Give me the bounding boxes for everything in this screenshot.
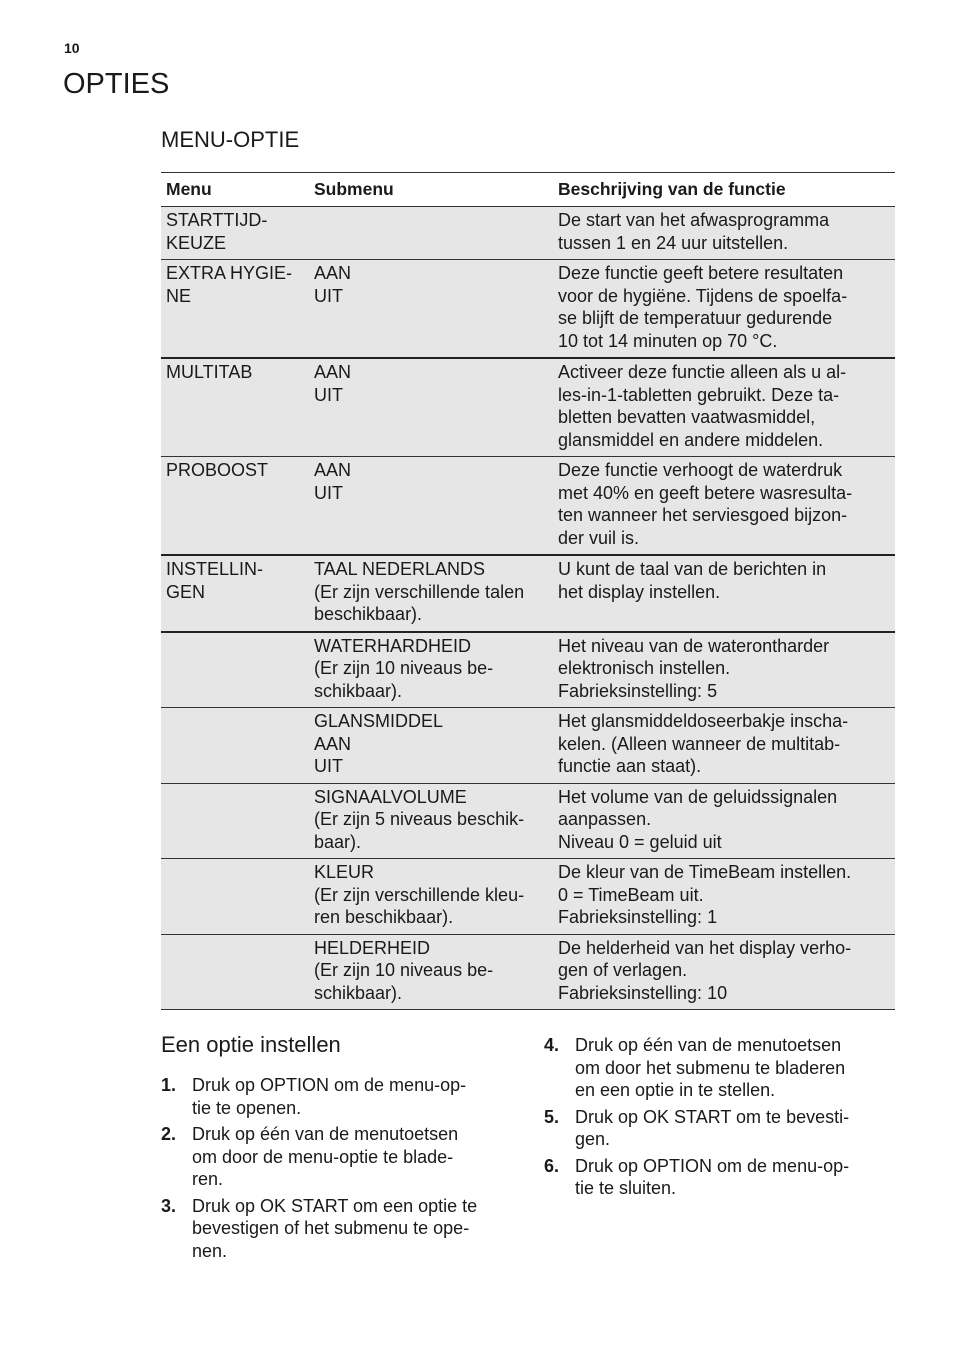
description-cell-line: functie aan staat). [558, 756, 702, 776]
menu-cell-line: GEN [166, 581, 206, 602]
description-cell [553, 859, 895, 935]
description-cell-line: 10 tot 14 minuten op 70 °C. [558, 330, 778, 351]
table-row [161, 708, 895, 784]
submenu-cell-line: KLEUR [314, 862, 375, 882]
step-text-line: Druk op OPTION om de menu-op- [575, 1155, 850, 1176]
submenu-cell-line: UIT [314, 756, 343, 776]
page-number: 10 [64, 40, 80, 56]
step-number: 3. [161, 1195, 177, 1216]
description-cell-line: les-in-1-tabletten gebruikt. Deze ta- [558, 384, 840, 405]
step-item [161, 1074, 521, 1119]
description-cell-line: Fabrieksinstelling: 1 [558, 907, 718, 927]
submenu-cell-line: (Er zijn 5 niveaus beschik- [314, 809, 525, 829]
menu-cell [161, 859, 309, 935]
table-row [161, 783, 895, 859]
description-cell-line: se blijft de temperatuur gedurende [558, 308, 833, 328]
submenu-cell [309, 555, 553, 632]
steps-list-left [161, 1074, 521, 1266]
page-title: OPTIES [63, 68, 170, 100]
submenu-cell-line: GLANSMIDDEL [314, 711, 444, 731]
submenu-cell [309, 783, 553, 859]
table-row [161, 555, 895, 632]
menu-cell [161, 358, 309, 457]
description-cell-line: Deze functie verhoogt de waterdruk [558, 460, 843, 480]
menu-cell-line: INSTELLIN- [166, 559, 264, 579]
description-cell-line: Deze functie geeft betere resultaten [558, 263, 844, 283]
description-cell-line: Niveau 0 = geluid uit [558, 831, 722, 852]
menu-cell [161, 555, 309, 632]
step-item [544, 1034, 904, 1102]
description-cell-line: U kunt de taal van de berichten in [558, 559, 827, 579]
step-number: 1. [161, 1075, 177, 1095]
step-number: 2. [161, 1124, 177, 1144]
submenu-cell-line: AAN [314, 362, 352, 382]
instructions-heading: Een optie instellen [161, 1032, 341, 1057]
description-cell [553, 207, 895, 260]
menu-cell [161, 934, 309, 1010]
submenu-cell-line: ren beschikbaar). [314, 907, 454, 927]
submenu-cell-line: UIT [314, 482, 343, 503]
description-cell-line: gen of verlagen. [558, 960, 688, 980]
submenu-cell-line: schikbaar). [314, 982, 403, 1003]
step-item [544, 1106, 904, 1151]
submenu-cell-line: UIT [314, 384, 343, 405]
step-number: 5. [544, 1106, 560, 1127]
description-cell-line: 0 = TimeBeam uit. [558, 884, 704, 905]
column-header-menu: Menu [161, 173, 309, 207]
submenu-cell [309, 632, 553, 708]
steps-list-right [544, 1034, 904, 1204]
step-text-line: om door het submenu te bladeren [575, 1057, 846, 1078]
description-cell-line: aanpassen. [558, 809, 652, 829]
menu-cell [161, 457, 309, 556]
section-title: MENU-OPTIE [161, 127, 300, 152]
table-row [161, 859, 895, 935]
description-cell-line: glansmiddel en andere middelen. [558, 429, 824, 450]
table-row [161, 260, 895, 359]
submenu-cell-line: beschikbaar). [314, 604, 423, 624]
menu-cell-line: NE [166, 285, 192, 306]
submenu-cell-line: baar). [314, 831, 362, 852]
description-cell [553, 358, 895, 457]
table-row [161, 632, 895, 708]
description-cell-line: De helderheid van het display verho- [558, 937, 852, 958]
step-number: 6. [544, 1155, 560, 1176]
menu-options-table [161, 172, 895, 1010]
step-text-line: tie te openen. [192, 1097, 302, 1118]
step-text-line: tie te sluiten. [575, 1178, 677, 1198]
description-cell [553, 783, 895, 859]
menu-cell [161, 783, 309, 859]
submenu-cell-line: (Er zijn 10 niveaus be- [314, 960, 494, 980]
step-text-line: Druk op OK START om een optie te [192, 1195, 478, 1216]
description-cell-line: De kleur van de TimeBeam instellen. [558, 862, 852, 882]
submenu-cell-line: HELDERHEID [314, 937, 431, 958]
table-row [161, 934, 895, 1010]
step-text-line: bevestigen of het submenu te ope- [192, 1218, 470, 1238]
description-cell [553, 457, 895, 556]
menu-cell-line: MULTITAB [166, 362, 253, 382]
menu-cell [161, 708, 309, 784]
description-cell-line: tussen 1 en 24 uur uitstellen. [558, 232, 789, 253]
description-cell-line: elektronisch instellen. [558, 658, 731, 678]
step-item [544, 1155, 904, 1200]
submenu-cell-line: schikbaar). [314, 680, 403, 701]
submenu-cell-line: TAAL NEDERLANDS [314, 559, 486, 579]
submenu-cell [309, 708, 553, 784]
description-cell-line: bletten bevatten vaatwasmiddel, [558, 407, 816, 427]
menu-cell-line: KEUZE [166, 232, 227, 253]
table-row [161, 457, 895, 556]
menu-cell [161, 260, 309, 359]
menu-cell [161, 632, 309, 708]
submenu-cell [309, 934, 553, 1010]
step-number: 4. [544, 1035, 560, 1055]
submenu-cell-line: SIGNAALVOLUME [314, 786, 467, 807]
submenu-cell-line: UIT [314, 285, 343, 306]
step-item [161, 1195, 521, 1263]
description-cell-line: Fabrieksinstelling: 5 [558, 680, 718, 701]
table-row [161, 207, 895, 260]
submenu-cell [309, 260, 553, 359]
step-text-line: Druk op één van de menutoetsen [192, 1124, 459, 1144]
column-header-submenu: Submenu [309, 173, 553, 207]
submenu-cell-line: (Er zijn verschillende talen [314, 581, 525, 602]
step-item [161, 1123, 521, 1191]
description-cell-line: der vuil is. [558, 527, 640, 548]
description-cell-line: kelen. (Alleen wanneer de multitab- [558, 733, 841, 754]
description-cell [553, 934, 895, 1010]
step-text-line: nen. [192, 1240, 228, 1261]
description-cell-line: Het volume van de geluidssignalen [558, 786, 838, 807]
step-text-line: Druk op OK START om te bevesti- [575, 1106, 850, 1127]
table-header-row [161, 173, 895, 207]
submenu-cell-line: (Er zijn 10 niveaus be- [314, 658, 494, 678]
description-cell-line: ten wanneer het serviesgoed bijzon- [558, 505, 848, 525]
description-cell-line: De start van het afwasprogramma [558, 210, 830, 230]
submenu-cell [309, 207, 553, 260]
menu-cell-line: STARTTIJD- [166, 210, 268, 230]
description-cell [553, 708, 895, 784]
submenu-cell [309, 358, 553, 457]
step-text-line: om door de menu-optie te blade- [192, 1146, 454, 1167]
description-cell-line: Het niveau van de waterontharder [558, 635, 830, 656]
submenu-cell [309, 859, 553, 935]
description-cell [553, 632, 895, 708]
step-text-line: Druk op OPTION om de menu-op- [192, 1075, 467, 1095]
table-row [161, 358, 895, 457]
description-cell-line: met 40% en geeft betere wasresulta- [558, 482, 853, 503]
submenu-cell-line: AAN [314, 460, 352, 480]
menu-cell [161, 207, 309, 260]
description-cell-line: voor de hygiëne. Tijdens de spoelfa- [558, 285, 848, 306]
description-cell-line: Activeer deze functie alleen als u al- [558, 362, 847, 382]
description-cell [553, 555, 895, 632]
description-cell-line: het display instellen. [558, 581, 721, 602]
step-text-line: en een optie in te stellen. [575, 1080, 776, 1100]
step-text-line: ren. [192, 1169, 224, 1189]
submenu-cell-line: (Er zijn verschillende kleu- [314, 884, 525, 905]
description-cell-line: Fabrieksinstelling: 10 [558, 982, 728, 1003]
menu-cell-line: PROBOOST [166, 460, 269, 480]
step-text-line: Druk op één van de menutoetsen [575, 1035, 842, 1055]
menu-cell-line: EXTRA HYGIE- [166, 263, 293, 283]
step-text-line: gen. [575, 1129, 611, 1149]
submenu-cell-line: AAN [314, 263, 352, 283]
submenu-cell-line: WATERHARDHEID [314, 635, 471, 656]
submenu-cell-line: AAN [314, 733, 352, 754]
column-header-description: Beschrijving van de functie [553, 173, 895, 207]
submenu-cell [309, 457, 553, 556]
description-cell-line: Het glansmiddeldoseerbakje inscha- [558, 711, 849, 731]
description-cell [553, 260, 895, 359]
